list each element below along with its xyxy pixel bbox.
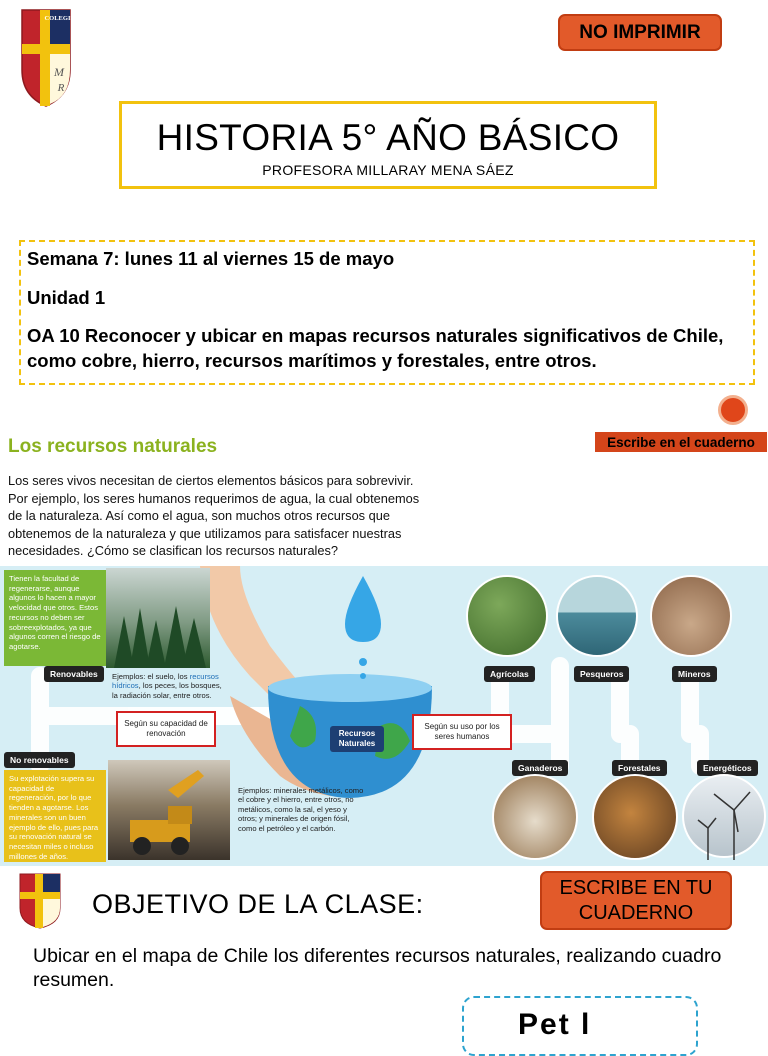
section-title: Los recursos naturales bbox=[8, 436, 218, 457]
nonrenewable-description: Su explotación supera su capacidad de regeneración, por lo que tienden a agotarse. Los minerales son un buen ejemplo de ello, pues para su renovación natural se necesitan miles o incluso millones de años. bbox=[4, 770, 106, 862]
renewable-examples-prefix: Ejemplos: el suelo, los bbox=[112, 672, 188, 681]
teacher-name: PROFESORA MILLARAY MENA SÁEZ bbox=[262, 162, 514, 178]
mining-photo bbox=[108, 760, 230, 860]
unit-label: Unidad 1 bbox=[27, 287, 106, 308]
forest-photo bbox=[106, 568, 210, 668]
renewable-examples-suffix: , los peces, los bosques, la radiación solar, entre otros. bbox=[112, 681, 222, 700]
category-forestry: Forestales bbox=[612, 760, 667, 776]
forestry-photo bbox=[592, 774, 678, 860]
category-livestock: Ganaderos bbox=[512, 760, 568, 776]
mining-circle-photo bbox=[650, 575, 732, 657]
school-logo bbox=[20, 8, 76, 108]
bottom-box-word: Pet l bbox=[518, 1008, 592, 1041]
objective-text: Ubicar en el mapa de Chile los diferentes recursos naturales, realizando cuadro resumen. bbox=[33, 945, 722, 991]
category-fishing: Pesqueros bbox=[574, 666, 629, 682]
week-info-box bbox=[19, 240, 755, 385]
no-print-badge: NO IMPRIMIR bbox=[558, 14, 722, 51]
livestock-photo bbox=[492, 774, 578, 860]
center-label: Recursos Naturales bbox=[330, 726, 384, 752]
page-title: HISTORIA 5° AÑO BÁSICO bbox=[156, 117, 620, 158]
school-logo-small bbox=[18, 872, 62, 930]
title-box bbox=[119, 101, 657, 189]
nonrenewable-tag: No renovables bbox=[4, 752, 75, 768]
logo-text-colegio: COLEGIO bbox=[44, 15, 76, 22]
learning-objective: OA 10 Reconocer y ubicar en mapas recursos naturales significativos de Chile, como cobre, hierro, recursos marítimos y forestales, entre otros. bbox=[27, 325, 724, 371]
logo-monogram: M bbox=[54, 65, 64, 79]
nonrenewable-examples: Ejemplos: minerales metálicos, como el cobre y el hierro, entre otros, no metálicos, como la sal, el yeso y otros; y minerales de origen fósil, como el petróleo y el carbón. bbox=[238, 786, 364, 833]
intro-paragraph: Los seres vivos necesitan de ciertos elementos básicos para sobrevivir. Por ejemplo, los seres humanos requerimos de agua, la cual obtenemos de la naturaleza. Así como el agua, son muchos otros recursos que obtenemos de la naturaleza y que utilizamos para satisfacer nuestras necesidades. ¿Cómo se clasifican los recursos naturales? bbox=[8, 473, 420, 558]
fishing-photo bbox=[556, 575, 638, 657]
renewable-examples-highlight: recursos hídricos bbox=[112, 672, 219, 691]
write-in-notebook-label: Escribe en el cuaderno bbox=[595, 432, 767, 452]
renewable-examples bbox=[112, 672, 224, 700]
objective-title: OBJETIVO DE LA CLASE: bbox=[92, 889, 424, 919]
write-in-notebook-badge: ESCRIBE EN TU CUADERNO bbox=[540, 871, 732, 930]
week-dates: Semana 7: lunes 11 al viernes 15 de mayo bbox=[27, 248, 395, 269]
renewable-tag: Renovables bbox=[44, 666, 104, 682]
category-agricultural: Agrícolas bbox=[484, 666, 535, 682]
criteria-renewal-box: Según su capacidad de renovación bbox=[116, 711, 216, 747]
renewable-description: Tienen la facultad de regenerarse, aunque algunos lo hacen a mayor velocidad que otros. Estos recursos no deben ser sobreexplotados, ya que algunos corren el riesgo de agotarse. bbox=[4, 570, 106, 666]
decorative-dot-icon bbox=[718, 395, 748, 425]
category-mining: Mineros bbox=[672, 666, 717, 682]
criteria-use-box: Según su uso por los seres humanos bbox=[412, 714, 512, 750]
agricultural-photo bbox=[466, 575, 548, 657]
energy-photo bbox=[682, 774, 766, 858]
category-energy: Energéticos bbox=[697, 760, 758, 776]
svg-text:R: R bbox=[57, 82, 65, 94]
